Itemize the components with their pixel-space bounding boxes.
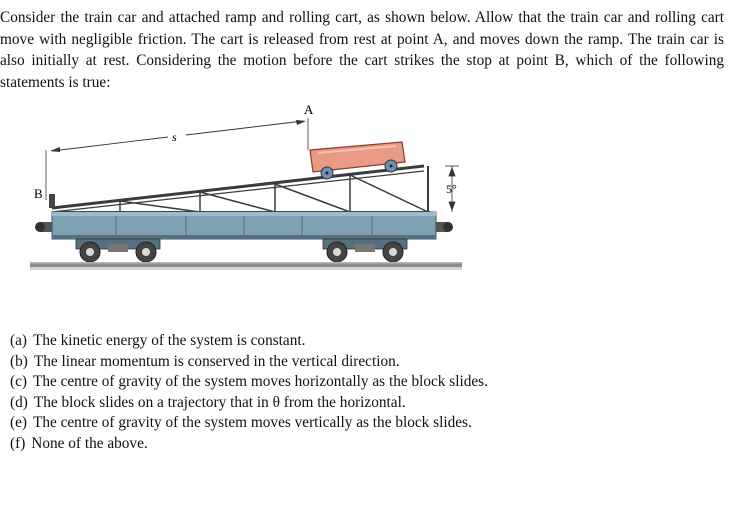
option-c[interactable]: (c) The centre of gravity of the system moves horizontally as the block slides.: [10, 373, 488, 390]
option-f[interactable]: (f) None of the above.: [10, 434, 148, 452]
ramp-truss: [52, 166, 430, 212]
train-car-figure: [0, 96, 470, 296]
option-d[interactable]: (d) The block slides on a trajectory that in θ from the horizontal.: [10, 393, 406, 411]
option-e[interactable]: (e) The centre of gravity of the system moves vertically as the block slides.: [10, 414, 472, 431]
train-car-body: [35, 212, 453, 239]
option-b[interactable]: (b) The linear momentum is conserved in the vertical direction.: [10, 352, 400, 370]
label-b: B: [34, 186, 43, 201]
rear-bogie: [323, 239, 407, 262]
label-angle: 5°: [446, 182, 457, 196]
rail-track: [30, 262, 462, 270]
label-s: s: [172, 130, 177, 144]
option-a[interactable]: (a) The kinetic energy of the system is constant.: [10, 332, 306, 349]
label-a: A: [304, 102, 314, 117]
front-bogie: [76, 239, 160, 262]
answer-options: [10, 331, 488, 454]
stop-block: [49, 194, 55, 208]
question-text: Consider the train car and attached ramp and rolling cart, as shown below. Allow that the train car and rolling cart move with negligible friction. The cart is released from rest at point A, and moves down the ramp. The train car is also initially at rest. Considering the motion before the cart strikes the stop at point B, which of the following statements is true:: [0, 9, 724, 91]
